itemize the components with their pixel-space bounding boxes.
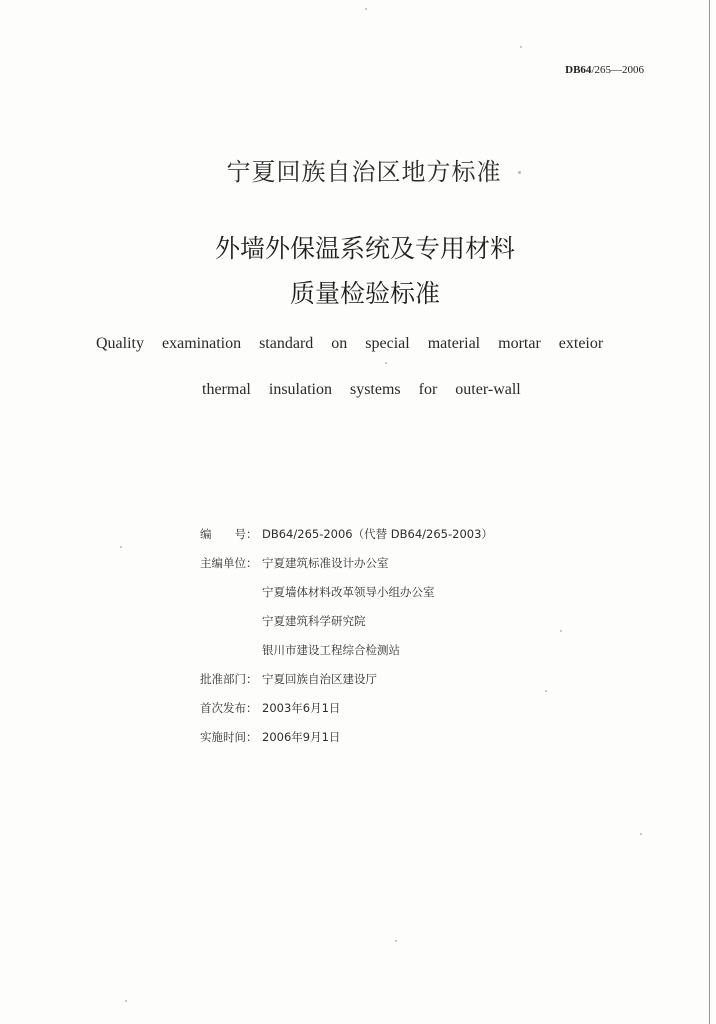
info-row-editor-3: [200, 607, 493, 636]
first-release-label: 首次发布：: [200, 701, 258, 715]
first-release-value: 2003年6月1日: [262, 701, 341, 715]
standard-code-prefix: DB64: [565, 64, 592, 76]
info-row-effective: [200, 723, 493, 752]
editor-value: 宁夏墙体材料改革领导小组办公室: [262, 585, 435, 599]
scan-speck: [385, 362, 387, 364]
editor-label: 主编单位：: [200, 556, 258, 570]
info-row-editor-4: [200, 636, 493, 665]
document-title-line-2: 质量检验标准: [289, 279, 440, 308]
scan-speck: [560, 630, 562, 632]
approver-label: 批准部门：: [200, 672, 258, 686]
scan-speck: [120, 546, 122, 548]
effective-label: 实施时间：: [200, 730, 258, 744]
scan-speck: [640, 833, 642, 835]
number-label: 编 号：: [200, 527, 258, 541]
editor-value: 宁夏建筑标准设计办公室: [262, 556, 389, 570]
document-title-line-1: 外墙外保温系统及专用材料: [214, 234, 515, 263]
info-row-editor-2: [200, 578, 493, 607]
standard-code-suffix: /265—2006: [591, 64, 644, 76]
info-row-number: [200, 520, 493, 549]
standard-info-block: [200, 520, 493, 752]
standard-category: 宁夏回族自治区地方标准: [226, 158, 502, 186]
scan-speck: [365, 8, 367, 10]
scan-speck: [518, 171, 521, 174]
info-row-first-release: [200, 694, 493, 723]
scan-speck: [520, 46, 522, 48]
standard-code: [565, 64, 644, 76]
scan-speck: [125, 1000, 127, 1002]
info-row-approver: [200, 665, 493, 694]
scan-speck: [545, 690, 547, 692]
english-title-line-2: thermal insulation systems for outer-wall: [202, 381, 521, 398]
scan-speck: [395, 940, 397, 942]
number-value: DB64/265-2006（代替 DB64/265-2003）: [262, 527, 493, 541]
editor-value: 宁夏建筑科学研究院: [262, 614, 366, 628]
info-row-editor: [200, 549, 493, 578]
approver-value: 宁夏回族自治区建设厅: [262, 672, 377, 686]
editor-value: 银川市建设工程综合检测站: [262, 643, 400, 657]
effective-value: 2006年9月1日: [262, 730, 341, 744]
english-title-line-1: Quality examination standard on special material mortar exteior: [96, 335, 604, 352]
